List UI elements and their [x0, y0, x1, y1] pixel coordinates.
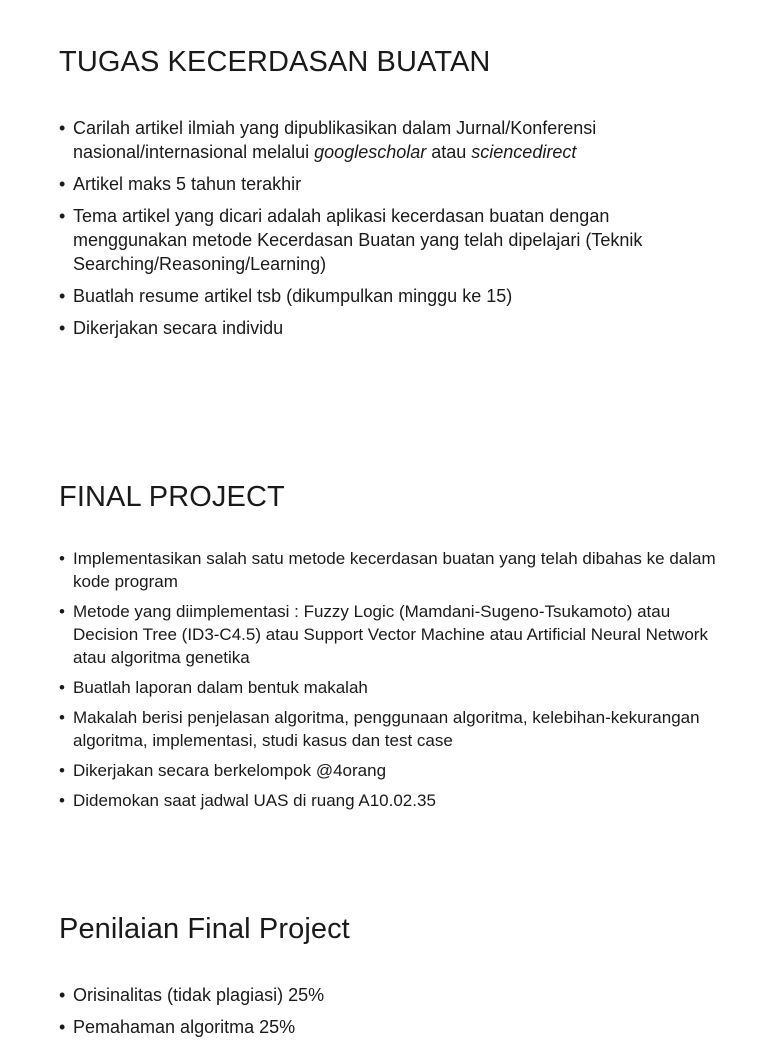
- bullet-dot: •: [59, 602, 65, 621]
- bullet-item: [59, 789, 728, 812]
- bullet-item: [59, 316, 728, 340]
- bullet-dot: •: [59, 174, 66, 194]
- slide-final-project: [0, 477, 768, 819]
- bullet-text-italic: googlescholar: [314, 142, 427, 162]
- bullet-dot: •: [59, 318, 66, 338]
- bullet-text: Artikel maks 5 tahun terakhir: [73, 174, 302, 194]
- slide-title: TUGAS KECERDASAN BUATAN: [59, 46, 491, 78]
- bullet-text: Didemokan saat jadwal UAS di ruang A10.02.35: [73, 791, 436, 810]
- bullet-text: atau: [426, 142, 472, 162]
- bullet-dot: •: [59, 708, 65, 727]
- bullet-dot: •: [59, 791, 65, 810]
- bullet-dot: •: [59, 985, 66, 1005]
- slide-title: Penilaian Final Project: [59, 913, 350, 945]
- bullet-item: [59, 547, 728, 593]
- bullet-dot: •: [59, 549, 65, 568]
- slide-tugas-kecerdasan-buatan: [0, 42, 768, 348]
- bullet-dot: •: [59, 761, 65, 780]
- bullet-item: [59, 983, 728, 1007]
- bullet-list: [59, 116, 728, 340]
- bullet-text: Implementasikan salah satu metode kecerdasan buatan yang telah dibahas ke dalam kode program: [73, 549, 716, 591]
- bullet-text: Buatlah resume artikel tsb (dikumpulkan minggu ke 15): [73, 286, 513, 306]
- bullet-item: [59, 1015, 728, 1039]
- bullet-dot: •: [59, 678, 65, 697]
- bullet-dot: •: [59, 118, 66, 138]
- bullet-text: Carilah artikel ilmiah yang dipublikasikan dalam Jurnal/Konferensi nasional/internasional melalui: [73, 118, 597, 162]
- bullet-text: Dikerjakan secara individu: [73, 318, 284, 338]
- bullet-text: Dikerjakan secara berkelompok @4orang: [73, 761, 387, 780]
- bullet-item: [59, 759, 728, 782]
- bullet-item: [59, 204, 728, 276]
- bullet-item: [59, 172, 728, 196]
- bullet-dot: •: [59, 286, 66, 306]
- bullet-text: Metode yang diimplementasi : Fuzzy Logic (Mamdani-Sugeno-Tsukamoto) atau Decision Tree (ID3-C4.5) atau Support Vector Machine atau Artificial Neural Network atau algoritma genetika: [73, 602, 708, 667]
- bullet-item: [59, 676, 728, 699]
- bullet-list: [59, 983, 728, 1039]
- bullet-item: [59, 706, 728, 752]
- slide-penilaian-final-project: [0, 909, 768, 1047]
- bullet-dot: •: [59, 206, 66, 226]
- bullet-text: Makalah berisi penjelasan algoritma, penggunaan algoritma, kelebihan-kekurangan algoritma, implementasi, studi kasus dan test case: [73, 708, 700, 750]
- bullet-text: Pemahaman algoritma 25%: [73, 1017, 296, 1037]
- bullet-dot: •: [59, 1017, 66, 1037]
- bullet-text: Tema artikel yang dicari adalah aplikasi kecerdasan buatan dengan menggunakan metode Kecerdasan Buatan yang telah dipelajari (Teknik Searching/Reasoning/Learning): [73, 206, 643, 274]
- slide-title: FINAL PROJECT: [59, 481, 285, 513]
- bullet-item: [59, 116, 728, 164]
- bullet-text: Orisinalitas (tidak plagiasi) 25%: [73, 985, 325, 1005]
- bullet-text-italic: sciencedirect: [471, 142, 577, 162]
- bullet-list: [59, 547, 728, 812]
- bullet-item: [59, 600, 728, 669]
- bullet-text: Buatlah laporan dalam bentuk makalah: [73, 678, 368, 697]
- bullet-item: [59, 284, 728, 308]
